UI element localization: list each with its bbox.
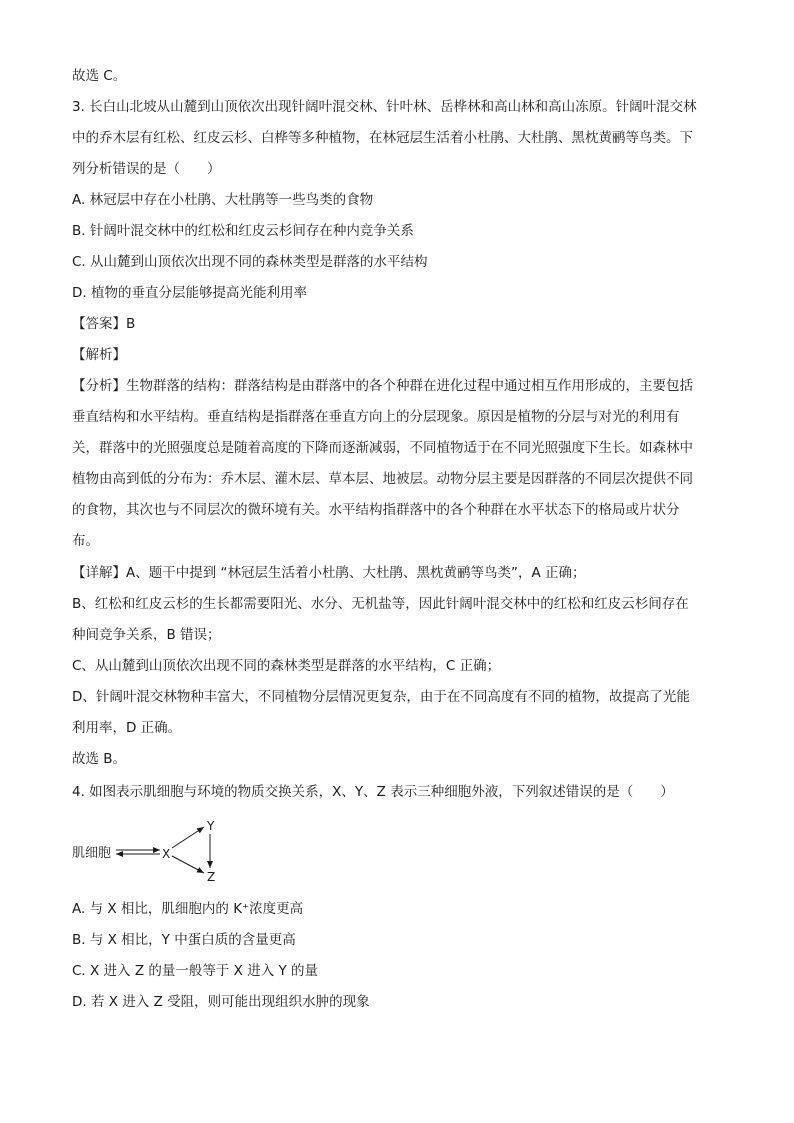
q3-analysis-line-1: 【分析】生物群落的结构：群落结构是由群落中的各个种群在进化过程中通过相互作用形成的，主要包括 [72, 378, 693, 394]
q3-detail-line-4: C、从山麓到山顶依次出现不同的森林类型是群落的水平结构，C 正确； [72, 658, 501, 674]
q3-option-d: D. 植物的垂直分层能够提高光能利用率 [72, 285, 307, 301]
q3-option-a: A. 林冠层中存在小杜鹃、大杜鹃等一些鸟类的食物 [72, 192, 374, 208]
q4-option-b: B. 与 X 相比，Y 中蛋白质的含量更高 [72, 932, 296, 948]
fluid-exchange-diagram [72, 818, 232, 884]
q3-conclusion: 故选 B。 [72, 751, 127, 767]
q3-stem-line-2: 中的乔木层有红松、红皮云杉、白桦等多种植物，在林冠层生活着小杜鹃、大杜鹃、黑枕黄鹂等鸟类。下 [72, 130, 693, 146]
q3-option-b: B. 针阔叶混交林中的红松和红皮云杉间存在种内竞争关系 [72, 223, 414, 239]
q3-analysis-line-2: 垂直结构和水平结构。垂直结构是指群落在垂直方向上的分层现象。原因是植物的分层与对光的利用有 [72, 409, 680, 425]
q3-detail-line-3: 种间竞争关系，B 错误； [72, 627, 221, 643]
q3-stem-line-3: 列分析错误的是（ ） [72, 161, 221, 177]
diagram-label-x: X [162, 847, 171, 861]
q4-option-c: C. X 进入 Z 的量一般等于 X 进入 Y 的量 [72, 963, 319, 979]
q3-detail-line-2: B、红松和红皮云杉的生长都需要阳光、水分、无机盐等，因此针阔叶混交林中的红松和红皮云杉间存在 [72, 596, 689, 612]
q3-analysis-line-4: 植物由高到低的分布为：乔木层、灌木层、草本层、地被层。动物分层主要是因群落的不同层次提供不同 [72, 471, 693, 487]
diagram-label-muscle-cell: 肌细胞 [72, 846, 112, 861]
q4-option-a: A. 与 X 相比，肌细胞内的 K⁺浓度更高 [72, 901, 304, 917]
diagram-label-z: Z [207, 870, 216, 884]
q4-option-d: D. 若 X 进入 Z 受阻，则可能出现组织水肿的现象 [72, 994, 370, 1010]
q3-detail-line-1: 【详解】A、题干中提到 “林冠层生活着小杜鹃、大杜鹃、黑枕黄鹂等鸟类”，A 正确； [72, 565, 586, 581]
q3-detail-line-5: D、针阔叶混交林物种丰富大，不同植物分层情况更复杂，由于在不同高度有不同的植物，故提高了光能 [72, 689, 690, 705]
q3-analysis-line-3: 关，群落中的光照强度总是随着高度的下降而逐渐减弱，不同植物适于在不同光照强度下生长。如森林中 [72, 440, 693, 456]
arrow-x-to-z [172, 856, 204, 873]
q3-option-c: C. 从山麓到山顶依次出现不同的森林类型是群落的水平结构 [72, 254, 428, 270]
q3-analysis-line-5: 的食物，其次也与不同层次的微环境有关。水平结构指群落中的各个种群在水平状态下的格局或片状分 [72, 502, 680, 518]
q4-stem: 4. 如图表示肌细胞与环境的物质交换关系，X、Y、Z 表示三种细胞外液，下列叙述错误的是（ ） [72, 784, 674, 800]
q3-answer: 【答案】B [72, 316, 136, 332]
q2-conclusion: 故选 C。 [72, 68, 127, 84]
arrow-x-to-y [172, 827, 204, 848]
q3-stem-line-1: 3. 长白山北坡从山麓到山顶依次出现针阔叶混交林、针叶林、岳桦林和高山林和高山冻原。针阔叶混交林 [72, 99, 697, 115]
q3-analysis-title: 【解析】 [72, 347, 126, 363]
q3-detail-line-6: 利用率，D 正确。 [72, 720, 182, 736]
q3-analysis-line-6: 布。 [72, 533, 99, 549]
diagram-label-y: Y [207, 819, 215, 833]
